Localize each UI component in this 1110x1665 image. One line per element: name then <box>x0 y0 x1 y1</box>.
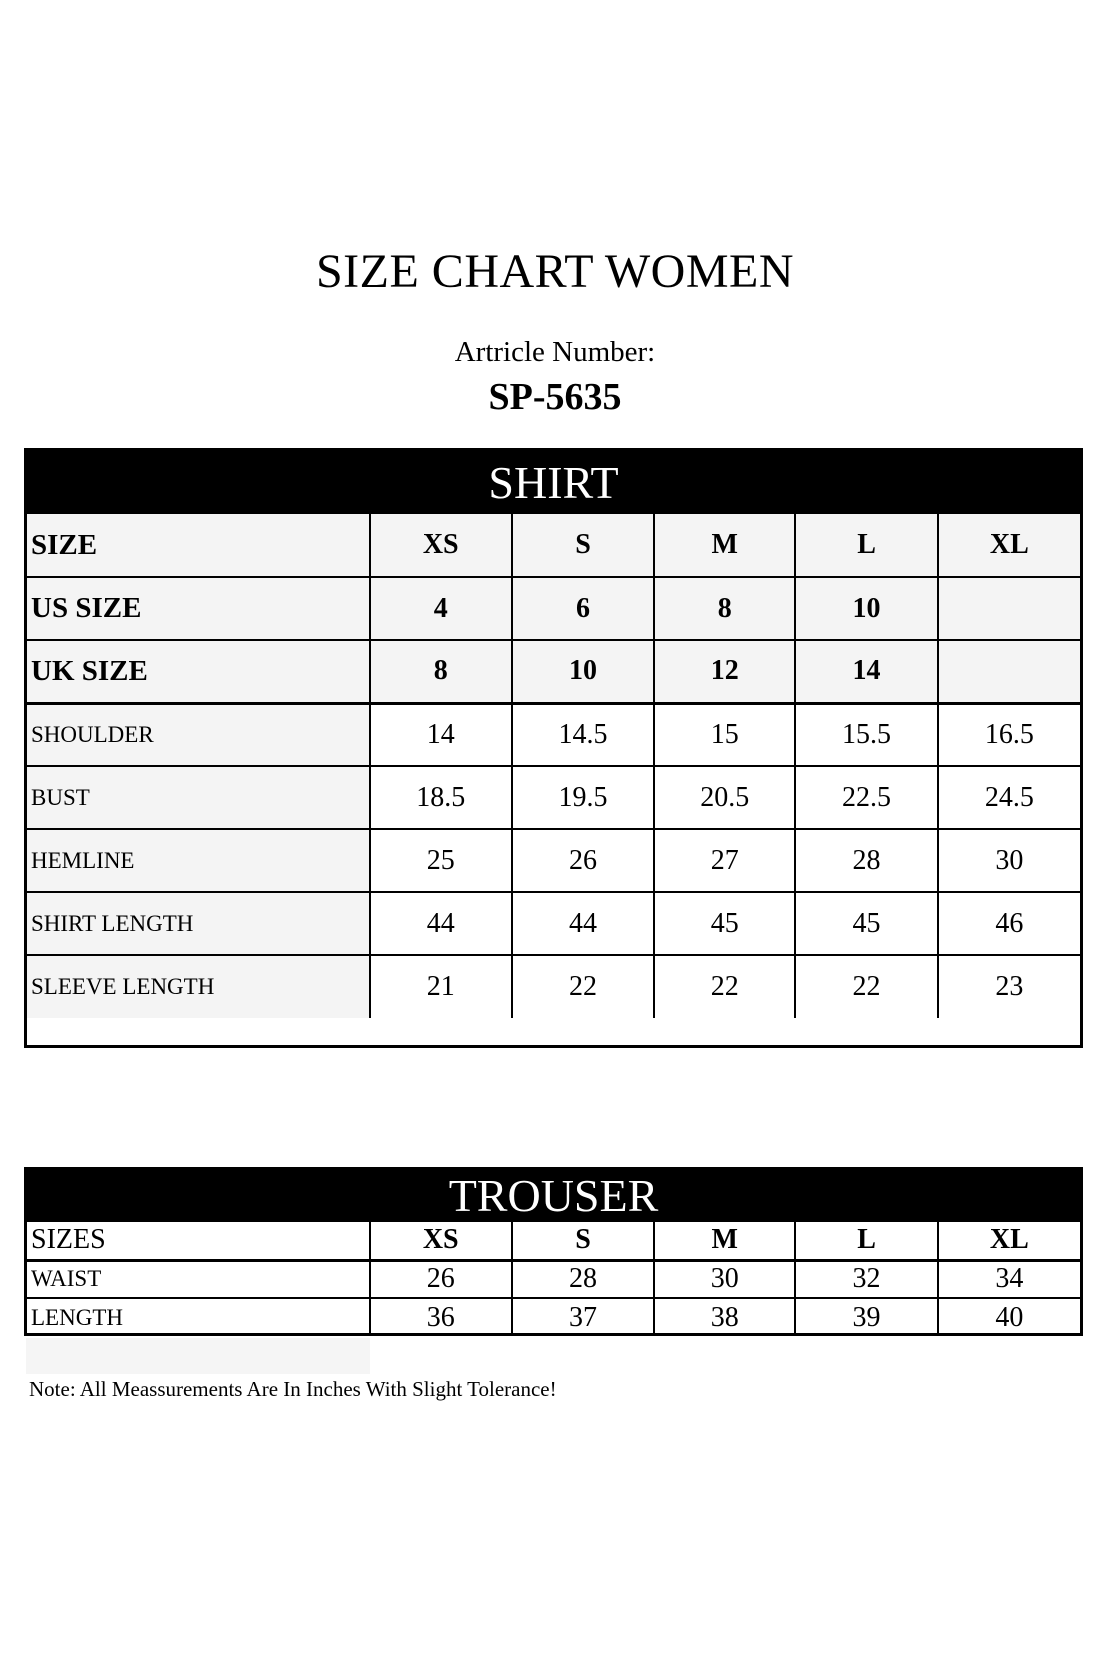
table-cell: 20.5 <box>654 766 795 829</box>
column-header: S <box>512 1222 654 1260</box>
table-cell: 46 <box>938 892 1080 955</box>
table-cell: 15.5 <box>795 703 937 766</box>
table-cell: 18.5 <box>370 766 512 829</box>
column-header: M <box>654 1222 795 1260</box>
trouser-table-header: TROUSER <box>27 1170 1080 1222</box>
table-cell: 8 <box>654 577 795 640</box>
table-cell: 36 <box>370 1298 512 1336</box>
table-cell: 16.5 <box>938 703 1080 766</box>
article-number: SP-5635 <box>488 376 622 418</box>
column-header: L <box>795 514 937 577</box>
table-cell: 34 <box>938 1260 1080 1298</box>
table-cell: 12 <box>654 640 795 703</box>
page-title: SIZE CHART WOMEN <box>315 245 794 298</box>
row-label: HEMLINE <box>27 829 370 892</box>
table-row <box>27 1298 1080 1336</box>
table-cell: 25 <box>370 829 512 892</box>
row-label: US SIZE <box>27 577 370 640</box>
table-cell: 37 <box>512 1298 654 1336</box>
table-cell: 15 <box>654 703 795 766</box>
table-cell <box>938 640 1080 703</box>
measurement-note: Note: All Meassurements Are In Inches With Slight Tolerance! <box>29 1377 557 1401</box>
table-row <box>27 892 1080 955</box>
table-cell: 44 <box>512 892 654 955</box>
table-cell: 30 <box>654 1260 795 1298</box>
trouser-size-table <box>24 1167 1083 1336</box>
column-header: M <box>654 514 795 577</box>
table-cell: 40 <box>938 1298 1080 1336</box>
table-cell: 14.5 <box>512 703 654 766</box>
table-cell: 14 <box>795 640 937 703</box>
table-row <box>27 1222 1080 1260</box>
table-cell: 38 <box>654 1298 795 1336</box>
column-header: L <box>795 1222 937 1260</box>
table-cell: 21 <box>370 955 512 1018</box>
table-cell: 39 <box>795 1298 937 1336</box>
row-label: BUST <box>27 766 370 829</box>
table-cell: 22 <box>795 955 937 1018</box>
column-header: SIZES <box>27 1222 370 1260</box>
table-cell: 28 <box>512 1260 654 1298</box>
table-cell: 10 <box>795 577 937 640</box>
column-header: SIZE <box>27 514 370 577</box>
column-header: XS <box>370 514 512 577</box>
table-cell: 22.5 <box>795 766 937 829</box>
table-row <box>27 1260 1080 1298</box>
table-row <box>27 514 1080 577</box>
trouser-size-grid <box>27 1222 1080 1336</box>
row-label: SHOULDER <box>27 703 370 766</box>
table-row <box>27 577 1080 640</box>
table-row <box>27 640 1080 703</box>
article-number-label: Artricle Number: <box>454 336 656 368</box>
column-header: XL <box>938 1222 1080 1260</box>
table-cell: 45 <box>795 892 937 955</box>
table-cell: 4 <box>370 577 512 640</box>
table-cell: 44 <box>370 892 512 955</box>
gray-strip <box>26 1338 370 1374</box>
table-cell: 28 <box>795 829 937 892</box>
table-cell: 22 <box>654 955 795 1018</box>
table-cell: 32 <box>795 1260 937 1298</box>
table-row <box>27 829 1080 892</box>
row-label: WAIST <box>27 1260 370 1298</box>
column-header: S <box>512 514 654 577</box>
column-header: XS <box>370 1222 512 1260</box>
shirt-size-grid <box>27 514 1080 1018</box>
row-label: SHIRT LENGTH <box>27 892 370 955</box>
table-cell: 19.5 <box>512 766 654 829</box>
shirt-table-header: SHIRT <box>27 451 1080 514</box>
row-label: LENGTH <box>27 1298 370 1336</box>
row-label: SLEEVE LENGTH <box>27 955 370 1018</box>
table-cell: 26 <box>512 829 654 892</box>
table-row <box>27 955 1080 1018</box>
table-cell: 30 <box>938 829 1080 892</box>
row-label: UK SIZE <box>27 640 370 703</box>
table-cell: 22 <box>512 955 654 1018</box>
table-cell: 45 <box>654 892 795 955</box>
table-cell: 27 <box>654 829 795 892</box>
table-cell: 23 <box>938 955 1080 1018</box>
table-row <box>27 703 1080 766</box>
column-header: XL <box>938 514 1080 577</box>
table-cell: 14 <box>370 703 512 766</box>
table-cell: 26 <box>370 1260 512 1298</box>
shirt-size-table <box>24 448 1083 1048</box>
table-cell: 10 <box>512 640 654 703</box>
table-cell: 24.5 <box>938 766 1080 829</box>
table-cell <box>938 577 1080 640</box>
table-row <box>27 766 1080 829</box>
table-cell: 6 <box>512 577 654 640</box>
table-cell: 8 <box>370 640 512 703</box>
